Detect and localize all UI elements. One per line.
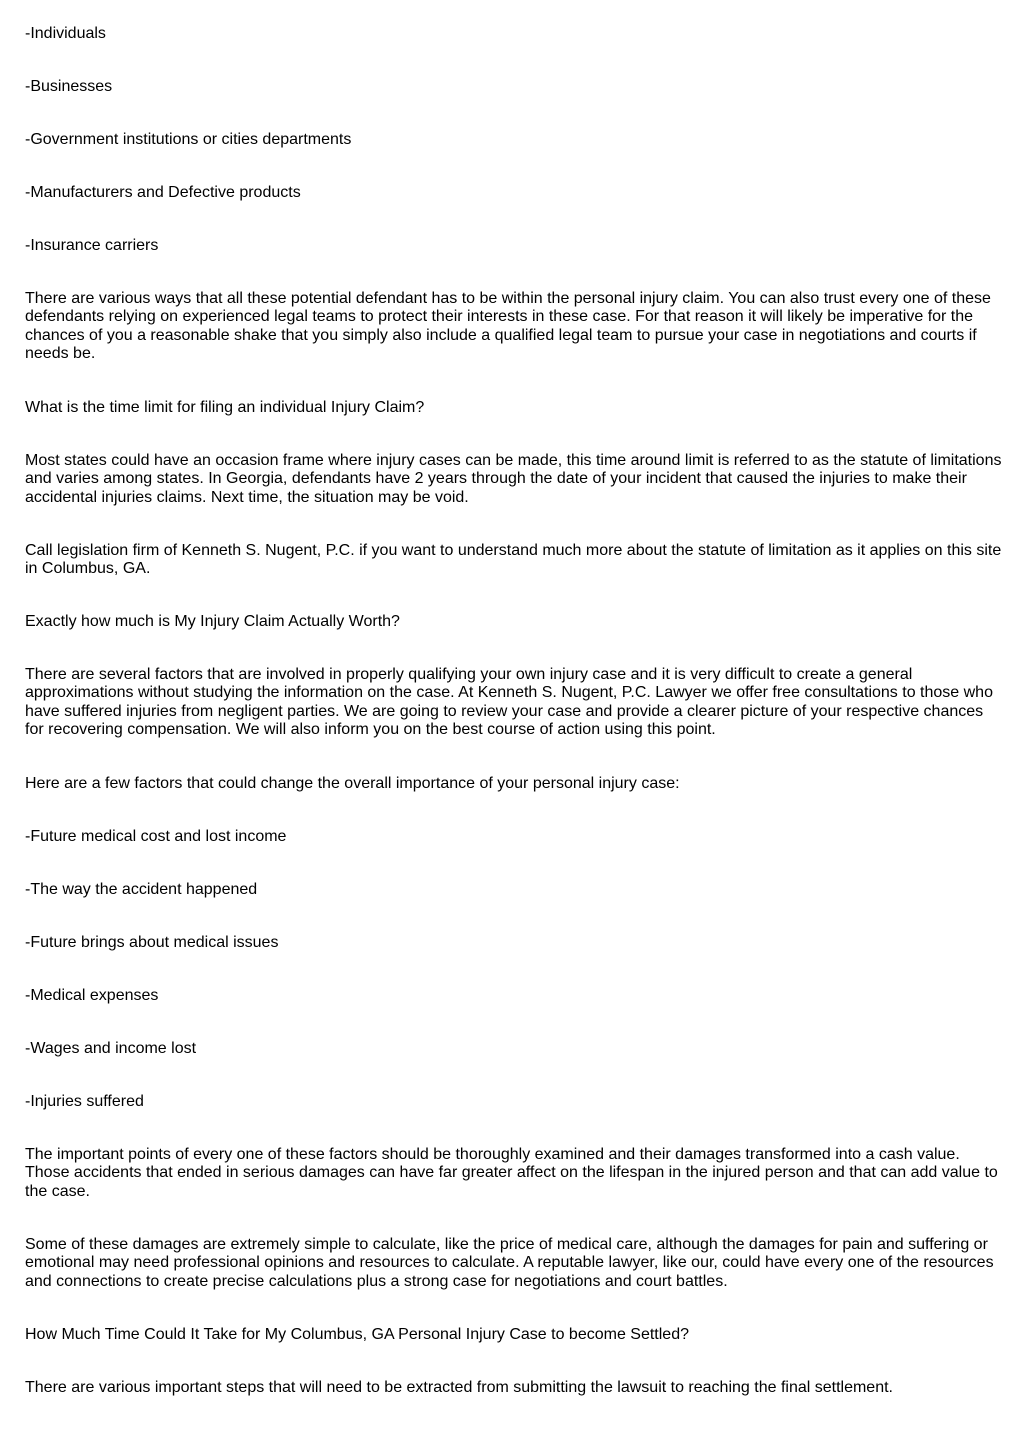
list-item-individuals: -Individuals (25, 25, 106, 42)
paragraph-defendants: There are various ways that all these potential defendant has to be within the personal injury claim. You can also trust every one of these defendants relying on experienced legal teams to protect their interests in these case. For that reason it will likely be imperative for the chances of you a reasonable shake that you simply also include a qualified legal team to pursue your case in negotiations and courts if needs be. (25, 290, 991, 362)
paragraph-steps: There are various important steps that will need to be extracted from submitting the lawsuit to reaching the final settlement. (25, 1379, 893, 1396)
paragraph-few-factors: Here are a few factors that could change the overall importance of your personal injury case: (25, 775, 680, 792)
paragraph-important-points: The important points of every one of these factors should be thoroughly examined and their damages transformed into a cash value. Those accidents that ended in serious damages can have far greater affect on the lifespan in the injured person and that can add value to the case. (25, 1146, 998, 1200)
heading-time-limit: What is the time limit for filing an individual Injury Claim? (25, 399, 425, 416)
list-item-manufacturers: -Manufacturers and Defective products (25, 184, 301, 201)
heading-claim-worth: Exactly how much is My Injury Claim Actually Worth? (25, 613, 400, 630)
heading-settle-time: How Much Time Could It Take for My Columbus, GA Personal Injury Case to become Settled? (25, 1326, 689, 1343)
list-item-accident: -The way the accident happened (25, 881, 258, 898)
list-item-medical-expenses: -Medical expenses (25, 987, 159, 1004)
list-item-wages: -Wages and income lost (25, 1040, 197, 1057)
paragraph-statute: Most states could have an occasion frame where injury cases can be made, this time around limit is referred to as the statute of limitations and varies among states. In Georgia, defendants have 2 years through the date of your incident that caused the injuries to make their accidental injuries claims. Next time, the situation may be void. (25, 452, 1002, 506)
list-item-future-issues: -Future brings about medical issues (25, 934, 279, 951)
paragraph-factors: There are several factors that are involved in properly qualifying your own injury case and it is very difficult to create a general approximations without studying the information on the case. At Kenneth S. Nugent, P.C. Lawyer we offer free consultations to those who have suffered injuries from negligent parties. We are going to review your case and provide a clearer picture of your respective chances for recovering compensation. We will also inform you on the best course of action using this point. (25, 666, 993, 738)
list-item-government: -Government institutions or cities departments (25, 131, 352, 148)
list-item-injuries: -Injuries suffered (25, 1093, 144, 1110)
list-item-insurance: -Insurance carriers (25, 237, 159, 254)
list-item-future-medical: -Future medical cost and lost income (25, 828, 287, 845)
paragraph-call-firm: Call legislation firm of Kenneth S. Nugent, P.C. if you want to understand much more about the statute of limitation as it applies on this site in Columbus, GA. (25, 542, 1002, 578)
paragraph-damages: Some of these damages are extremely simple to calculate, like the price of medical care, although the damages for pain and suffering or emotional may need professional opinions and resources to calculate. A reputable lawyer, like our, could have every one of the resources and connections to create precise calculations plus a strong case for negotiations and court battles. (25, 1236, 994, 1290)
list-item-businesses: -Businesses (25, 78, 113, 95)
